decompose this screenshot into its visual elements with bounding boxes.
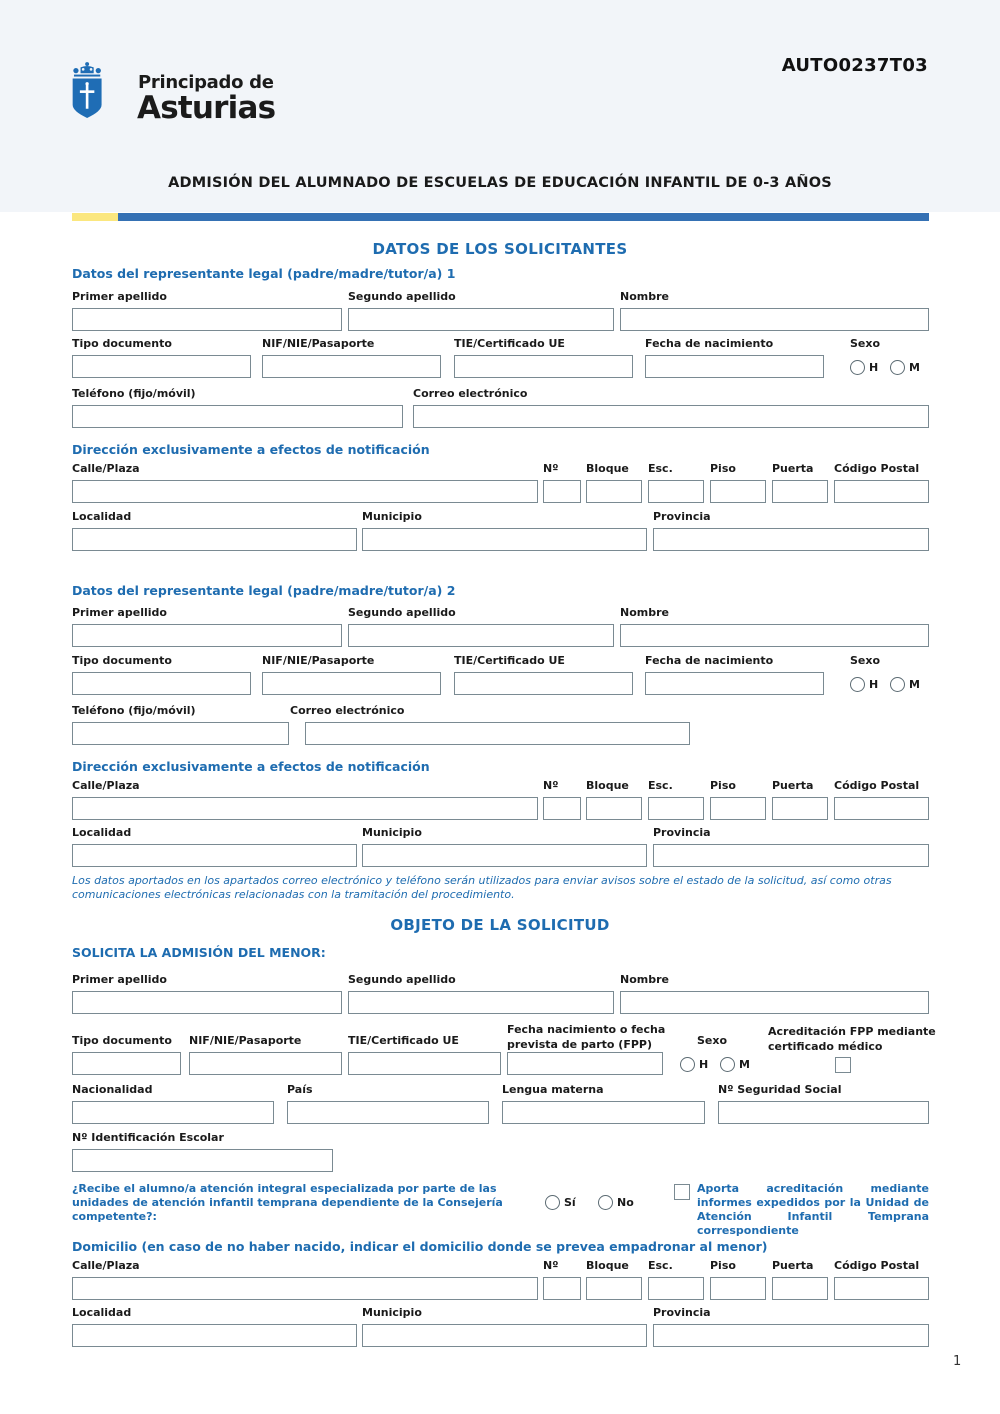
rep1-title: Datos del representante legal (padre/madre/tutor/a) 1 [72, 266, 456, 281]
domicilio-calle-label: Calle/Plaza [72, 1259, 140, 1272]
atencion-temprana-question: ¿Recibe el alumno/a atención integral especializada por parte de las unidades de atención infantil temprana dependiente de la Consejería competente?: [72, 1182, 503, 1223]
rep1-sexo-h-radio[interactable] [850, 360, 865, 375]
menor-acreditacion-fpp-label: Acreditación FPP mediante certificado médico [768, 1025, 936, 1053]
rep2-piso-input[interactable] [710, 797, 766, 820]
rep1-tie-label: TIE/Certificado UE [454, 337, 565, 350]
rep1-sexo-m-label: M [909, 361, 920, 374]
rep1-primer-apellido-label: Primer apellido [72, 290, 167, 303]
menor-sexo-m-radio[interactable] [720, 1057, 735, 1072]
rep2-nombre-input[interactable] [620, 624, 929, 647]
accent-bar-yellow [72, 213, 118, 221]
domicilio-numero-input[interactable] [543, 1277, 581, 1300]
aporta-acreditacion-label: Aporta acreditación mediante informes expedidos por la Unidad de Atención Infantil Temprana correspondiente [697, 1182, 929, 1237]
rep1-puerta-input[interactable] [772, 480, 828, 503]
rep1-telefono-label: Teléfono (fijo/móvil) [72, 387, 196, 400]
rep1-piso-input[interactable] [710, 480, 766, 503]
domicilio-municipio-input[interactable] [362, 1324, 647, 1347]
rep2-puerta-label: Puerta [772, 779, 814, 792]
menor-segundo-apellido-label: Segundo apellido [348, 973, 456, 986]
rep2-piso-label: Piso [710, 779, 736, 792]
rep1-primer-apellido-input[interactable] [72, 308, 342, 331]
rep1-bloque-label: Bloque [586, 462, 629, 475]
rep2-primer-apellido-label: Primer apellido [72, 606, 167, 619]
rep1-sexo-label: Sexo [850, 337, 881, 350]
rep1-esc-input[interactable] [648, 480, 704, 503]
rep2-nombre-label: Nombre [620, 606, 669, 619]
rep1-nif-label: NIF/NIE/Pasaporte [262, 337, 375, 350]
rep2-bloque-input[interactable] [586, 797, 642, 820]
rep1-tipo-documento-input[interactable] [72, 355, 251, 378]
menor-primer-apellido-input[interactable] [72, 991, 342, 1014]
rep1-provincia-label: Provincia [653, 510, 711, 523]
document-title: ADMISIÓN DEL ALUMNADO DE ESCUELAS DE EDUCACIÓN INFANTIL DE 0-3 AÑOS [168, 175, 832, 191]
rep1-municipio-input[interactable] [362, 528, 647, 551]
rep2-localidad-label: Localidad [72, 826, 132, 839]
menor-nacionalidad-label: Nacionalidad [72, 1083, 153, 1096]
section-title-objeto: OBJETO DE LA SOLICITUD [390, 916, 610, 934]
rep1-esc-label: Esc. [648, 462, 673, 475]
menor-tie-input[interactable] [348, 1052, 501, 1075]
menor-primer-apellido-label: Primer apellido [72, 973, 167, 986]
rep2-segundo-apellido-input[interactable] [348, 624, 614, 647]
rep1-sexo-m-radio[interactable] [890, 360, 905, 375]
menor-pais-label: País [287, 1083, 313, 1096]
menor-nombre-input[interactable] [620, 991, 929, 1014]
domicilio-numero-label: Nº [543, 1259, 559, 1272]
rep1-fecha-nacimiento-input[interactable] [645, 355, 824, 378]
menor-pais-input[interactable] [287, 1101, 489, 1124]
rep2-sexo-h-radio[interactable] [850, 677, 865, 692]
domicilio-esc-label: Esc. [648, 1259, 673, 1272]
domicilio-provincia-input[interactable] [653, 1324, 929, 1347]
atencion-no-radio[interactable] [598, 1195, 613, 1210]
rep1-telefono-input[interactable] [72, 405, 403, 428]
domicilio-piso-label: Piso [710, 1259, 736, 1272]
rep1-fecha-nacimiento-label: Fecha de nacimiento [645, 337, 774, 350]
rep2-calle-label: Calle/Plaza [72, 779, 140, 792]
rep2-tipo-documento-label: Tipo documento [72, 654, 172, 667]
rep1-nif-input[interactable] [262, 355, 441, 378]
domicilio-localidad-input[interactable] [72, 1324, 357, 1347]
rep2-numero-input[interactable] [543, 797, 581, 820]
rep2-title: Datos del representante legal (padre/madre/tutor/a) 2 [72, 583, 456, 598]
domicilio-calle-input[interactable] [72, 1277, 538, 1300]
rep1-calle-input[interactable] [72, 480, 538, 503]
domicilio-provincia-label: Provincia [653, 1306, 711, 1319]
aporta-acreditacion-checkbox[interactable] [674, 1184, 690, 1200]
rep1-numero-input[interactable] [543, 480, 581, 503]
rep1-localidad-input[interactable] [72, 528, 357, 551]
atencion-si-label: Sí [564, 1196, 576, 1209]
menor-sexo-m-label: M [739, 1058, 750, 1071]
menor-sexo-h-radio[interactable] [680, 1057, 695, 1072]
rep2-tie-label: TIE/Certificado UE [454, 654, 565, 667]
menor-nacionalidad-input[interactable] [72, 1101, 274, 1124]
menor-fecha-fpp-input[interactable] [507, 1052, 663, 1075]
rep1-tie-input[interactable] [454, 355, 633, 378]
rep1-bloque-input[interactable] [586, 480, 642, 503]
rep1-numero-label: Nº [543, 462, 559, 475]
acreditacion-fpp-checkbox[interactable] [835, 1057, 851, 1073]
rep2-tipo-documento-input[interactable] [72, 672, 251, 695]
rep2-telefono-input[interactable] [72, 722, 289, 745]
domicilio-cp-input[interactable] [834, 1277, 929, 1300]
rep2-calle-input[interactable] [72, 797, 538, 820]
rep1-segundo-apellido-label: Segundo apellido [348, 290, 456, 303]
rep2-fecha-nacimiento-input[interactable] [645, 672, 824, 695]
rep1-cp-input[interactable] [834, 480, 929, 503]
logo-text-asturias: Asturias [137, 90, 276, 126]
rep2-tie-input[interactable] [454, 672, 633, 695]
page-number: 1 [953, 1354, 962, 1369]
menor-nss-label: Nº Seguridad Social [718, 1083, 842, 1096]
rep2-esc-input[interactable] [648, 797, 704, 820]
rep1-provincia-input[interactable] [653, 528, 929, 551]
rep2-municipio-input[interactable] [362, 844, 647, 867]
rep2-municipio-label: Municipio [362, 826, 422, 839]
rep2-provincia-input[interactable] [653, 844, 929, 867]
rep2-cp-input[interactable] [834, 797, 929, 820]
atencion-si-radio[interactable] [545, 1195, 560, 1210]
accent-bar-blue [118, 213, 929, 221]
rep1-correo-label: Correo electrónico [413, 387, 528, 400]
domicilio-municipio-label: Municipio [362, 1306, 422, 1319]
section-title-solicitantes: DATOS DE LOS SOLICITANTES [372, 240, 628, 258]
domicilio-esc-input[interactable] [648, 1277, 704, 1300]
rep1-cp-label: Código Postal [834, 462, 920, 475]
rep2-puerta-input[interactable] [772, 797, 828, 820]
menor-tipo-documento-input[interactable] [72, 1052, 181, 1075]
rep2-esc-label: Esc. [648, 779, 673, 792]
logo-text-principado: Principado de [138, 72, 274, 93]
rep2-sexo-label: Sexo [850, 654, 881, 667]
domicilio-puerta-input[interactable] [772, 1277, 828, 1300]
menor-nie-escolar-input[interactable] [72, 1149, 333, 1172]
menor-sexo-label: Sexo [697, 1034, 728, 1047]
rep2-numero-label: Nº [543, 779, 559, 792]
domicilio-cp-label: Código Postal [834, 1259, 920, 1272]
solicita-admision-subtitle: SOLICITA LA ADMISIÓN DEL MENOR: [72, 945, 326, 960]
menor-sexo-h-label: H [699, 1058, 709, 1071]
rep2-primer-apellido-input[interactable] [72, 624, 342, 647]
rep1-correo-input[interactable] [413, 405, 929, 428]
domicilio-title: Domicilio (en caso de no haber nacido, indicar el domicilio donde se prevea empadronar al menor) [72, 1239, 768, 1254]
asturias-shield-logo-icon [72, 46, 118, 136]
rep2-localidad-input[interactable] [72, 844, 357, 867]
domicilio-puerta-label: Puerta [772, 1259, 814, 1272]
rep1-direccion-title: Dirección exclusivamente a efectos de notificación [72, 442, 430, 457]
rep2-telefono-label: Teléfono (fijo/móvil) [72, 704, 196, 717]
rep1-calle-label: Calle/Plaza [72, 462, 140, 475]
rep2-sexo-h-label: H [869, 678, 879, 691]
rep2-segundo-apellido-label: Segundo apellido [348, 606, 456, 619]
menor-lengua-label: Lengua materna [502, 1083, 604, 1096]
rep2-correo-input[interactable] [305, 722, 690, 745]
menor-lengua-input[interactable] [502, 1101, 705, 1124]
rep1-tipo-documento-label: Tipo documento [72, 337, 172, 350]
rep1-municipio-label: Municipio [362, 510, 422, 523]
domicilio-bloque-input[interactable] [586, 1277, 642, 1300]
menor-nie-escolar-label: Nº Identificación Escolar [72, 1131, 224, 1144]
rep1-localidad-label: Localidad [72, 510, 132, 523]
menor-nombre-label: Nombre [620, 973, 669, 986]
rep2-nif-label: NIF/NIE/Pasaporte [262, 654, 375, 667]
rep2-bloque-label: Bloque [586, 779, 629, 792]
rep1-piso-label: Piso [710, 462, 736, 475]
menor-fecha-fpp-label: Fecha nacimiento o fecha prevista de parto (FPP) [507, 1023, 666, 1051]
rep1-segundo-apellido-input[interactable] [348, 308, 614, 331]
menor-segundo-apellido-input[interactable] [348, 991, 614, 1014]
rep2-direccion-title: Dirección exclusivamente a efectos de notificación [72, 759, 430, 774]
domicilio-piso-input[interactable] [710, 1277, 766, 1300]
menor-tipo-documento-label: Tipo documento [72, 1034, 172, 1047]
rep2-correo-label: Correo electrónico [290, 704, 405, 717]
rep2-provincia-label: Provincia [653, 826, 711, 839]
rep2-sexo-m-label: M [909, 678, 920, 691]
document-code: AUTO0237T03 [781, 55, 928, 76]
rep2-cp-label: Código Postal [834, 779, 920, 792]
menor-nif-input[interactable] [189, 1052, 342, 1075]
domicilio-bloque-label: Bloque [586, 1259, 629, 1272]
rep1-puerta-label: Puerta [772, 462, 814, 475]
rep1-nombre-input[interactable] [620, 308, 929, 331]
menor-tie-label: TIE/Certificado UE [348, 1034, 459, 1047]
rep1-nombre-label: Nombre [620, 290, 669, 303]
menor-nss-input[interactable] [718, 1101, 929, 1124]
menor-nif-label: NIF/NIE/Pasaporte [189, 1034, 302, 1047]
rep2-nif-input[interactable] [262, 672, 441, 695]
atencion-no-label: No [617, 1196, 634, 1209]
rep2-sexo-m-radio[interactable] [890, 677, 905, 692]
rep1-sexo-h-label: H [869, 361, 879, 374]
domicilio-localidad-label: Localidad [72, 1306, 132, 1319]
privacy-note: Los datos aportados en los apartados correo electrónico y teléfono serán utilizados para enviar avisos sobre el estado de la solicitud, así como otras comunicaciones electrónicas relacionadas con la tramitación del procedimiento. [72, 874, 892, 901]
rep2-fecha-nacimiento-label: Fecha de nacimiento [645, 654, 774, 667]
